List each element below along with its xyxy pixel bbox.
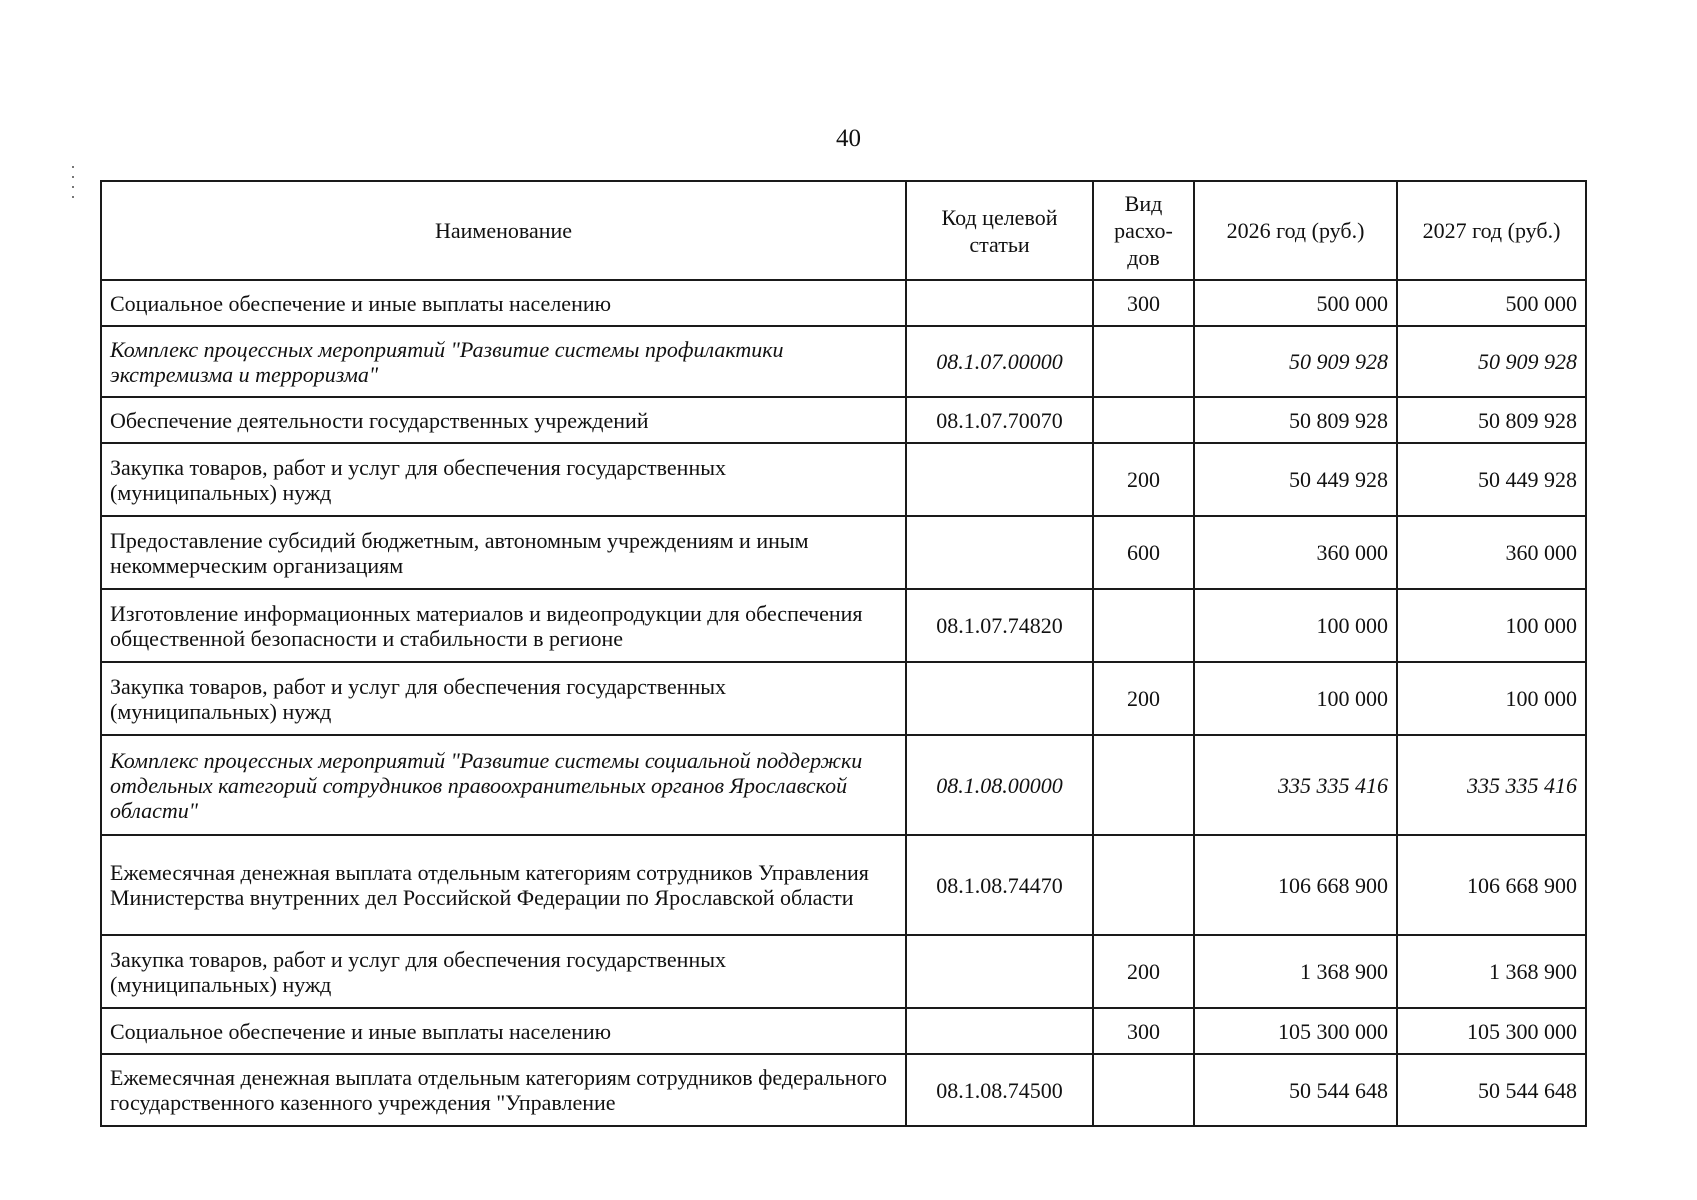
row-kind: 200	[1093, 662, 1194, 735]
row-2026: 360 000	[1194, 516, 1397, 589]
table-row	[101, 397, 1586, 443]
row-kind: 200	[1093, 443, 1194, 516]
row-kind	[1093, 326, 1194, 397]
row-name: Закупка товаров, работ и услуг для обеспечения государственных (муниципальных) нужд	[101, 662, 906, 735]
row-kind: 200	[1093, 935, 1194, 1008]
row-code	[906, 280, 1093, 326]
row-2026: 100 000	[1194, 589, 1397, 662]
row-name: Комплекс процессных мероприятий "Развитие системы профилактики экстремизма и терроризма"	[101, 326, 906, 397]
scan-dot	[72, 176, 74, 178]
header-2027: 2027 год (руб.)	[1397, 181, 1586, 280]
header-code: Код целевой статьи	[906, 181, 1093, 280]
row-2026: 335 335 416	[1194, 735, 1397, 835]
row-name: Ежемесячная денежная выплата отдельным категориям сотрудников федерального государственного казенного учреждения "Управление	[101, 1054, 906, 1126]
row-kind	[1093, 589, 1194, 662]
table-row	[101, 280, 1586, 326]
budget-table	[100, 180, 1587, 1127]
table-row	[101, 735, 1586, 835]
table-row	[101, 662, 1586, 735]
row-2027: 335 335 416	[1397, 735, 1586, 835]
row-2027: 105 300 000	[1397, 1008, 1586, 1054]
row-2026: 106 668 900	[1194, 835, 1397, 935]
row-2027: 500 000	[1397, 280, 1586, 326]
row-2027: 106 668 900	[1397, 835, 1586, 935]
row-2026: 50 544 648	[1194, 1054, 1397, 1126]
scan-dot	[72, 196, 74, 198]
row-2027: 100 000	[1397, 589, 1586, 662]
table-row	[101, 589, 1586, 662]
row-2026: 1 368 900	[1194, 935, 1397, 1008]
row-code: 08.1.08.74500	[906, 1054, 1093, 1126]
table-body	[101, 280, 1586, 1126]
table-row	[101, 443, 1586, 516]
row-code	[906, 662, 1093, 735]
row-kind	[1093, 735, 1194, 835]
scan-artifact-dots	[70, 158, 78, 218]
row-kind	[1093, 835, 1194, 935]
row-2027: 50 449 928	[1397, 443, 1586, 516]
row-code: 08.1.07.70070	[906, 397, 1093, 443]
row-2026: 50 449 928	[1194, 443, 1397, 516]
row-2027: 50 809 928	[1397, 397, 1586, 443]
scan-dot	[72, 166, 74, 168]
page-number: 40	[836, 125, 861, 152]
row-kind: 300	[1093, 1008, 1194, 1054]
row-code	[906, 935, 1093, 1008]
row-code	[906, 1008, 1093, 1054]
row-name: Предоставление субсидий бюджетным, автономным учреждениям и иным некоммерческим организациям	[101, 516, 906, 589]
row-2026: 50 909 928	[1194, 326, 1397, 397]
row-2027: 50 544 648	[1397, 1054, 1586, 1126]
row-code	[906, 516, 1093, 589]
row-code: 08.1.07.74820	[906, 589, 1093, 662]
row-kind	[1093, 397, 1194, 443]
table-row	[101, 516, 1586, 589]
row-kind: 600	[1093, 516, 1194, 589]
row-name: Социальное обеспечение и иные выплаты населению	[101, 1008, 906, 1054]
header-kind: Вид расхо-дов	[1093, 181, 1194, 280]
table-row	[101, 326, 1586, 397]
row-name: Комплекс процессных мероприятий "Развитие системы социальной поддержки отдельных категорий сотрудников правоохранительных органов Ярославской области"	[101, 735, 906, 835]
table-row	[101, 1008, 1586, 1054]
row-kind	[1093, 1054, 1194, 1126]
row-2027: 360 000	[1397, 516, 1586, 589]
row-kind: 300	[1093, 280, 1194, 326]
table-header-row	[101, 181, 1586, 280]
table-row	[101, 935, 1586, 1008]
row-2027: 100 000	[1397, 662, 1586, 735]
header-2026: 2026 год (руб.)	[1194, 181, 1397, 280]
row-2026: 50 809 928	[1194, 397, 1397, 443]
row-name: Закупка товаров, работ и услуг для обеспечения государственных (муниципальных) нужд	[101, 443, 906, 516]
row-code	[906, 443, 1093, 516]
row-code: 08.1.07.00000	[906, 326, 1093, 397]
table-row	[101, 835, 1586, 935]
row-code: 08.1.08.74470	[906, 835, 1093, 935]
row-2027: 50 909 928	[1397, 326, 1586, 397]
row-2027: 1 368 900	[1397, 935, 1586, 1008]
row-code: 08.1.08.00000	[906, 735, 1093, 835]
scan-dot	[72, 186, 74, 188]
table-row	[101, 1054, 1586, 1126]
row-2026: 500 000	[1194, 280, 1397, 326]
row-name: Изготовление информационных материалов и видеопродукции для обеспечения общественной безопасности и стабильности в регионе	[101, 589, 906, 662]
header-name: Наименование	[101, 181, 906, 280]
row-2026: 105 300 000	[1194, 1008, 1397, 1054]
row-2026: 100 000	[1194, 662, 1397, 735]
row-name: Закупка товаров, работ и услуг для обеспечения государственных (муниципальных) нужд	[101, 935, 906, 1008]
row-name: Социальное обеспечение и иные выплаты населению	[101, 280, 906, 326]
row-name: Обеспечение деятельности государственных учреждений	[101, 397, 906, 443]
row-name: Ежемесячная денежная выплата отдельным категориям сотрудников Управления Министерства внутренних дел Российской Федерации по Ярославской области	[101, 835, 906, 935]
